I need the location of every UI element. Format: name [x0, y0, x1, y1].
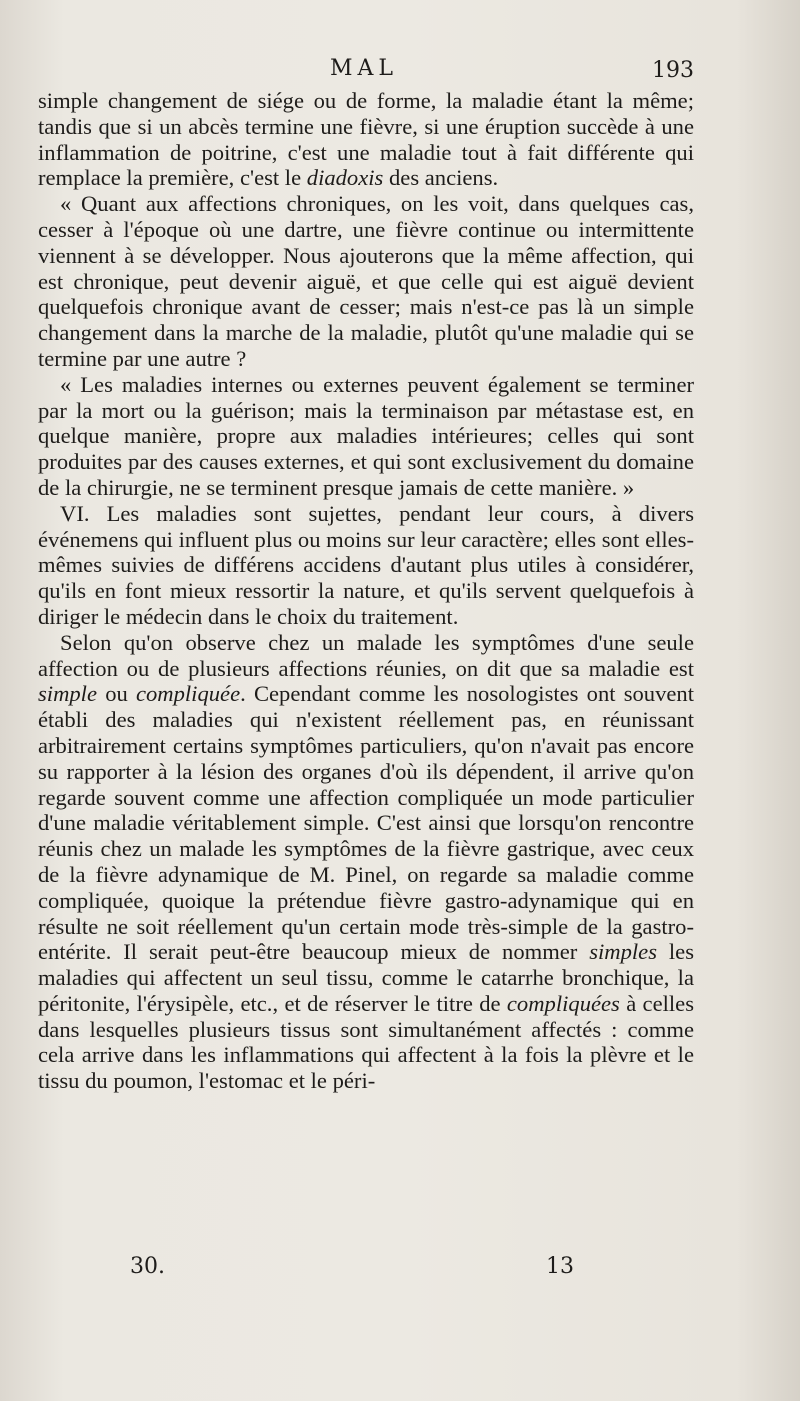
page-header	[0, 56, 800, 90]
paragraph-termination	[38, 372, 694, 501]
paragraph-section-vi	[38, 501, 694, 630]
italic-term-simples: simples	[589, 939, 657, 965]
paragraph-continuation	[38, 88, 694, 191]
italic-term-compliquees: compliquées	[506, 990, 620, 1016]
signature-mark: 30.	[130, 1254, 165, 1279]
text-segment: Selon qu'on observe chez un malade les symptômes d'une seule affection ou de plusieurs affections réunies, on dit que sa maladie est	[38, 629, 694, 681]
text-segment: à celles dans lesquelles plusieurs tissus sont simultanément affectés : comme cela arrive dans les inflammations qui affectent à la fois la plèvre et le tissu du poumon, l'estomac et le péri-	[38, 990, 694, 1094]
paragraph-chronic-affections	[38, 191, 694, 372]
paragraph-simple-compliquee	[38, 630, 694, 1094]
text-segment: « Les maladies internes ou externes peuvent également se terminer par la mort ou la guérison; mais la terminaison par métastase est, en quelque manière, propre aux maladies intérieures; celles qui sont produites par des causes externes, et qui sont exclusivement du domaine de la chirurgie, ne se terminent presque jamais de cette manière. »	[38, 371, 694, 500]
text-segment: des anciens.	[383, 165, 499, 191]
text-segment: simple changement de siége ou de forme, la maladie étant la même; tandis que si un abcès termine une fièvre, si une éruption succède à une inflammation de poitrine, c'est une maladie tout à fait différente qui remplace la première, c'est le	[38, 88, 694, 191]
page-number: 193	[652, 58, 694, 83]
text-segment: . Cependant comme les nosologistes ont souvent établi des maladies qui n'existent réellement pas, en réunissant arbitrairement certains symptômes particuliers, qu'on n'avait pas encore su rapporter à la lésion des organes d'où ils dépendent, il arrive qu'on regarde souvent comme une affection compliquée un mode particulier d'une maladie véritablement simple. C'est ainsi que lorsqu'on rencontre réunis chez un malade les symptômes de la fièvre gastrique, avec ceux de la fièvre adynamique de M. Pinel, on regarde sa maladie comme compliquée, quoique la prétendue fièvre gastro-adynamique qui en résulte ne soit réellement qu'un certain mode très-simple de la gastro-entérite. Il serait peut-être beaucoup mieux de nommer	[38, 681, 694, 965]
italic-term-compliquee: compliquée	[135, 681, 241, 707]
page-footer	[0, 1254, 800, 1284]
sheet-number: 13	[546, 1254, 574, 1279]
italic-term-simple: simple	[38, 681, 97, 707]
text-segment: ou	[97, 681, 136, 707]
text-segment: les maladies qui affectent un seul tissu, comme le catarrhe bronchique, la péritonite, l'érysipèle, etc., et de réserver le titre de	[38, 939, 694, 1016]
text-segment: VI. Les maladies sont sujettes, pendant leur cours, à divers événemens qui influent plus ou moins sur leur caractère; elles sont elles-mêmes suivies de différens accidens d'autant plus utiles à considérer, qu'ils en font mieux ressortir la nature, et qu'ils servent quelquefois à diriger le médecin dans le choix du traitement.	[38, 500, 694, 629]
running-head: MAL	[330, 56, 399, 81]
body-text	[38, 88, 694, 1094]
text-segment: « Quant aux affections chroniques, on les voit, dans quelques cas, cesser à l'époque où une dartre, une fièvre continue ou intermittente viennent à se développer. Nous ajouterons que la même affection, qui est chronique, peut devenir aiguë, et que celle qui est aiguë devient quelquefois chronique avant de cesser; mais n'est-ce pas là un simple changement dans la marche de la maladie, plutôt qu'une maladie qui se termine par une autre ?	[38, 191, 694, 371]
italic-term-diadoxis: diadoxis	[306, 165, 384, 191]
